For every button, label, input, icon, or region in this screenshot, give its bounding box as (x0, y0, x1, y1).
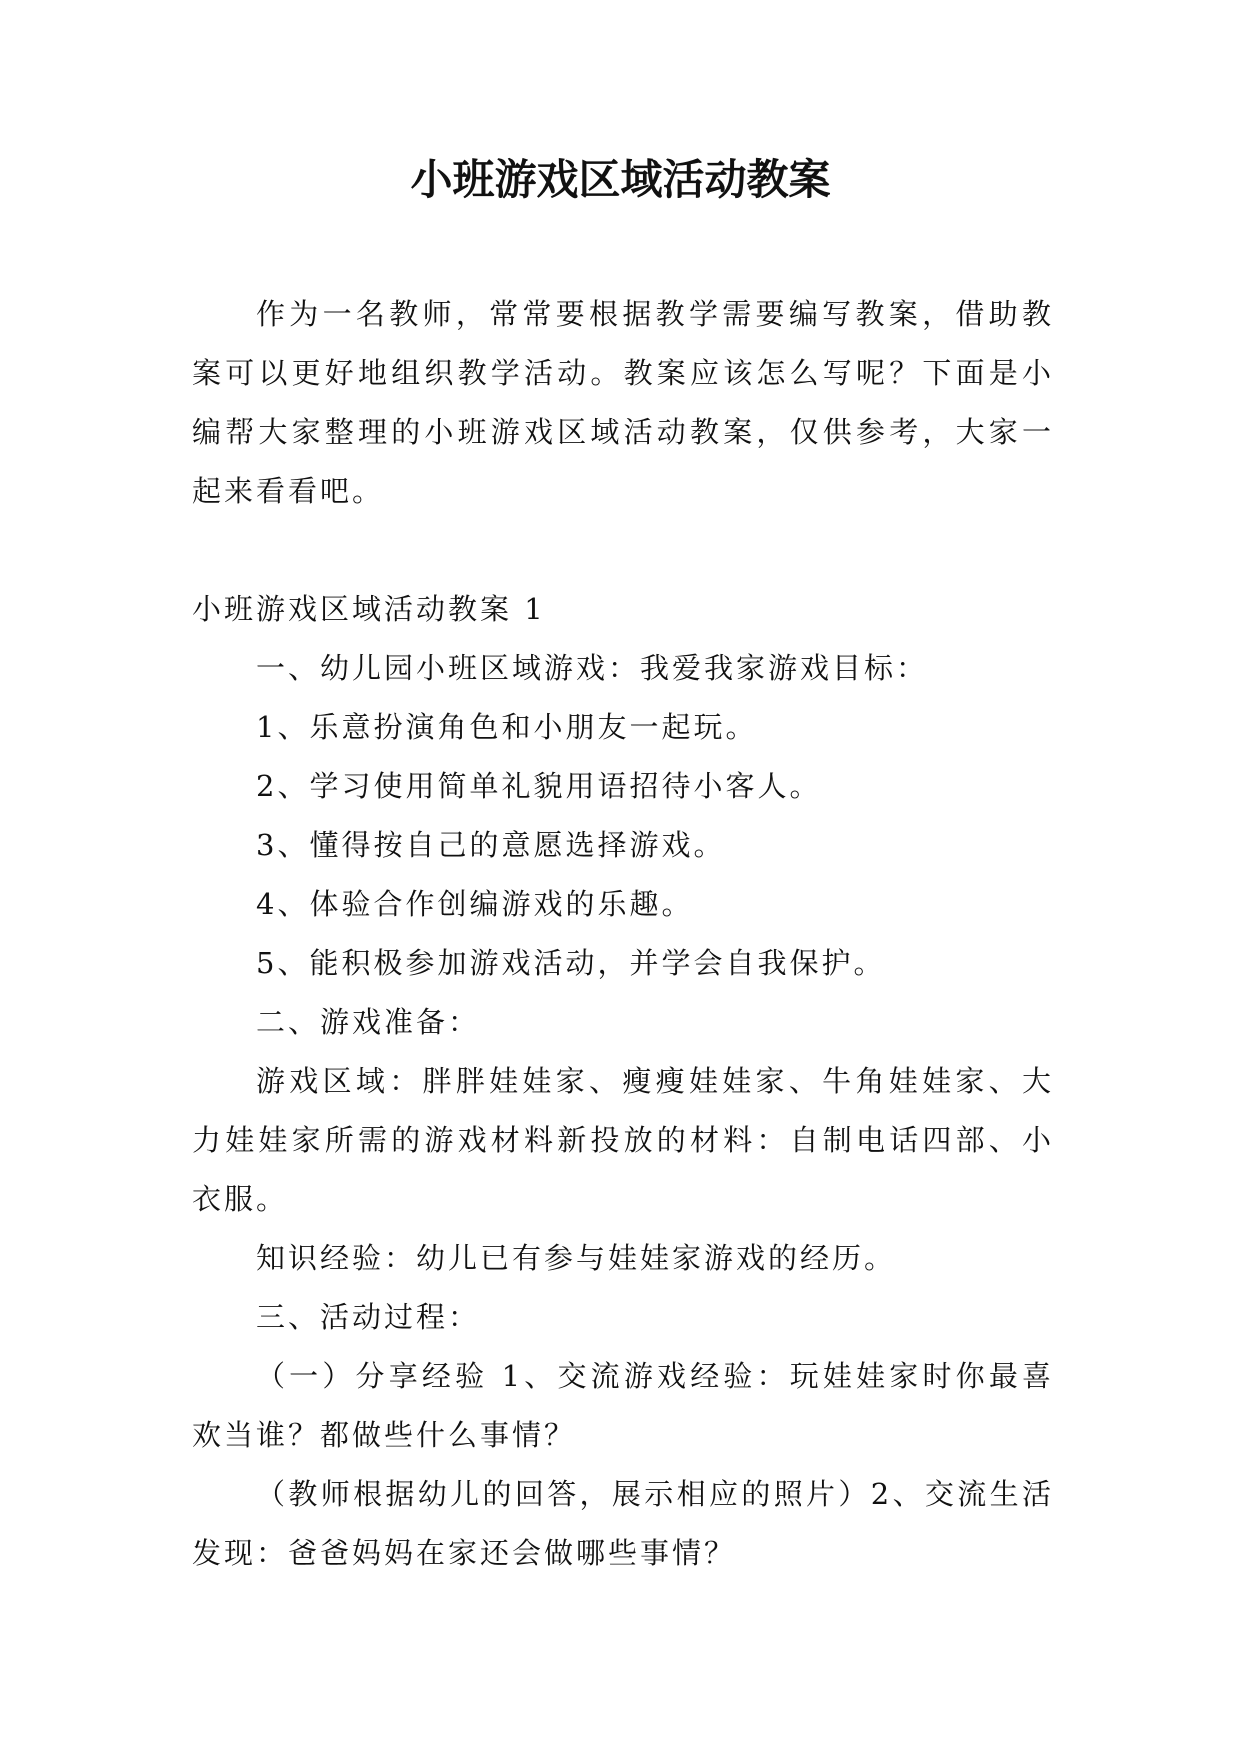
body-paragraph: 二、游戏准备： (256, 1005, 481, 1039)
document-body (192, 285, 1054, 1583)
body-paragraph: 1、乐意扮演角色和小朋友一起玩。 (256, 710, 758, 744)
body-paragraph: 5、能积极参加游戏活动，并学会自我保护。 (256, 946, 886, 980)
body-paragraph: 游戏区域：胖胖娃娃家、瘦瘦娃娃家、牛角娃娃家、大力娃娃家所需的游戏材料新投放的材料：自制电话四部、小衣服。 (192, 1064, 1054, 1216)
body-paragraph: 4、体验合作创编游戏的乐趣。 (256, 887, 694, 921)
section-heading: 小班游戏区域活动教案 1 (192, 592, 546, 626)
body-paragraph: 一、幼儿园小班区域游戏：我爱我家游戏目标： (256, 651, 929, 685)
paragraph-gap (192, 521, 1054, 580)
body-paragraph: （教师根据幼儿的回答，展示相应的照片）2、交流生活发现：爸爸妈妈在家还会做哪些事情？ (192, 1477, 1054, 1570)
body-paragraph: （一）分享经验 1、交流游戏经验：玩娃娃家时你最喜欢当谁？都做些什么事情？ (192, 1359, 1054, 1452)
document-title: 小班游戏区域活动教案 (410, 155, 831, 204)
intro-paragraph: 作为一名教师，常常要根据教学需要编写教案，借助教案可以更好地组织教学活动。教案应该怎么写呢？下面是小编帮大家整理的小班游戏区域活动教案，仅供参考，大家一起来看看吧。 (192, 297, 1054, 508)
body-paragraph: 三、活动过程： (256, 1300, 481, 1334)
body-paragraph: 3、懂得按自己的意愿选择游戏。 (256, 828, 726, 862)
body-paragraph: 2、学习使用简单礼貌用语招待小客人。 (256, 769, 822, 803)
body-paragraph: 知识经验：幼儿已有参与娃娃家游戏的经历。 (256, 1241, 897, 1275)
